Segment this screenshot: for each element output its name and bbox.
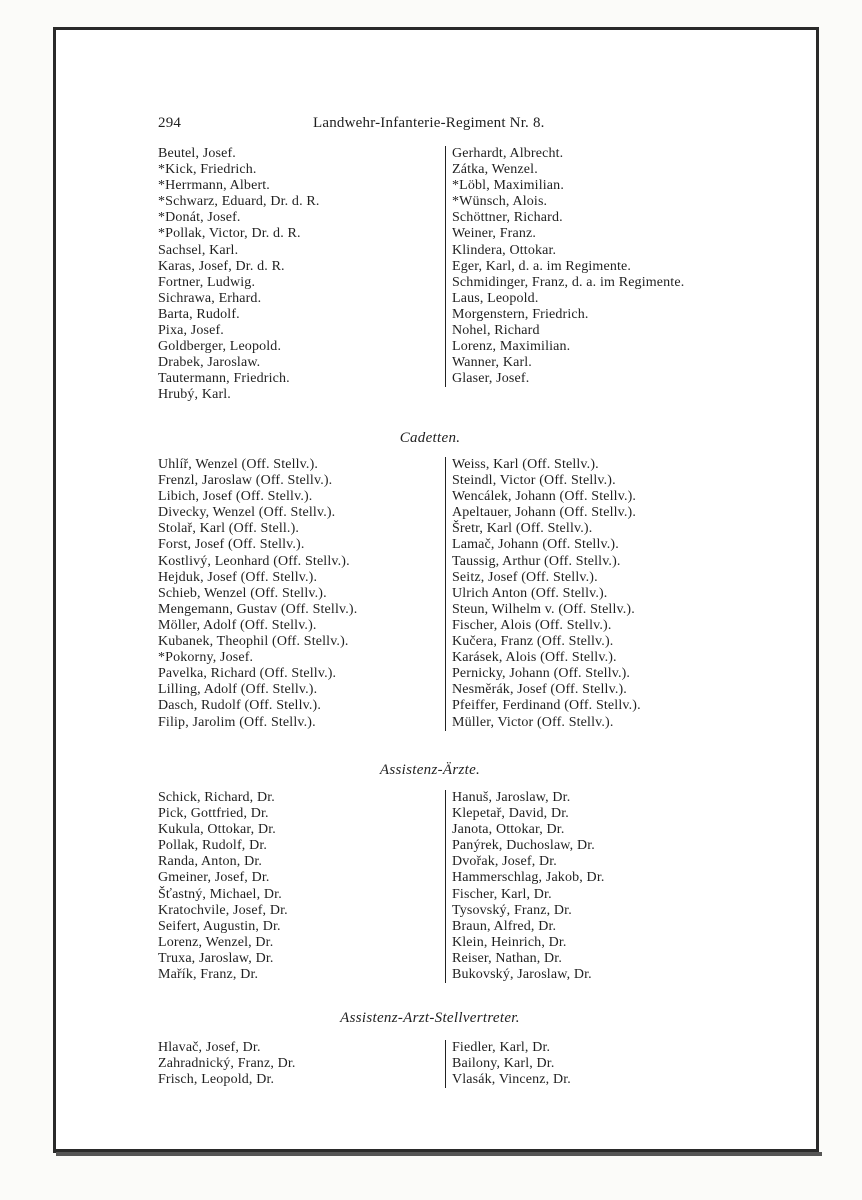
name-entry: Bukovský, Jaroslaw, Dr.: [452, 967, 592, 983]
name-entry: *Pollak, Victor, Dr. d. R.: [158, 226, 301, 242]
page-number: 294: [158, 115, 182, 131]
name-entry: Schöttner, Richard.: [452, 210, 563, 226]
name-entry: Goldberger, Leopold.: [158, 339, 282, 355]
name-entry: Steindl, Victor (Off. Stellv.).: [452, 473, 616, 489]
running-title: Landwehr-Infanterie-Regiment Nr. 8.: [313, 115, 545, 131]
name-entry: Kubanek, Theophil (Off. Stellv.).: [158, 634, 349, 650]
left-column: [158, 790, 438, 983]
name-entry: Drabek, Jaroslaw.: [158, 355, 261, 371]
name-entry: Barta, Rudolf.: [158, 306, 240, 322]
left-column: [158, 1040, 438, 1088]
name-entry: Möller, Adolf (Off. Stellv.).: [158, 617, 317, 633]
name-entry: Divecky, Wenzel (Off. Stellv.).: [158, 505, 336, 521]
name-entry: Beutel, Josef.: [158, 146, 236, 161]
name-entry: Tautermann, Friedrich.: [158, 371, 290, 387]
name-entry: Hrubý, Karl.: [158, 387, 231, 403]
name-entry: Pfeiffer, Ferdinand (Off. Stellv.).: [452, 698, 641, 714]
name-entry: Mengemann, Gustav (Off. Stellv.).: [158, 601, 358, 617]
name-entry: Seitz, Josef (Off. Stellv.).: [452, 569, 598, 585]
name-entry: Steun, Wilhelm v. (Off. Stellv.).: [452, 601, 635, 617]
name-entry: Lamač, Johann (Off. Stellv.).: [452, 537, 619, 553]
name-entry: Stolař, Karl (Off. Stell.).: [158, 521, 300, 537]
name-entry: Dvořak, Josef, Dr.: [452, 854, 557, 870]
name-entry: Taussig, Arthur (Off. Stellv.).: [452, 553, 621, 569]
name-entry: Frenzl, Jaroslaw (Off. Stellv.).: [158, 473, 333, 489]
name-entry: Fischer, Alois (Off. Stellv.).: [452, 617, 612, 633]
name-entry: Morgenstern, Friedrich.: [452, 306, 589, 322]
name-entry: Fiedler, Karl, Dr.: [452, 1040, 551, 1055]
name-entry: Hejduk, Josef (Off. Stellv.).: [158, 569, 318, 585]
name-entry: Laus, Leopold.: [452, 290, 539, 306]
name-entry: Reiser, Nathan, Dr.: [452, 950, 562, 966]
name-entry: Schmidinger, Franz, d. a. im Regimente.: [452, 274, 685, 290]
name-entry: Forst, Josef (Off. Stellv.).: [158, 537, 305, 553]
right-column: [445, 1040, 762, 1088]
name-entry: Seifert, Augustin, Dr.: [158, 918, 281, 934]
name-entry: Zátka, Wenzel.: [452, 162, 538, 178]
name-entry: Fortner, Ludwig.: [158, 274, 256, 290]
name-entry: Pixa, Josef.: [158, 323, 224, 339]
name-entry: *Herrmann, Albert.: [158, 178, 270, 194]
name-entry: Lorenz, Maximilian.: [452, 339, 571, 355]
name-entry: Kratochvile, Josef, Dr.: [158, 902, 288, 918]
name-entry: Wanner, Karl.: [452, 355, 532, 371]
left-column: [158, 146, 438, 404]
name-entry: Nesměrák, Josef (Off. Stellv.).: [452, 682, 627, 698]
name-entry: Tysovský, Franz, Dr.: [452, 902, 572, 918]
name-entry: Hammerschlag, Jakob, Dr.: [452, 870, 605, 886]
name-entry: Nohel, Richard: [452, 323, 540, 339]
name-entry: Kostlivý, Leonhard (Off. Stellv.).: [158, 553, 350, 569]
name-entry: Pick, Gottfried, Dr.: [158, 806, 269, 822]
name-entry: Vlasák, Vincenz, Dr.: [452, 1072, 571, 1088]
section-heading-cadetten: Cadetten.: [399, 430, 461, 446]
right-column: [445, 457, 762, 731]
name-entry: Libich, Josef (Off. Stellv.).: [158, 489, 313, 505]
name-entry: Zahradnický, Franz, Dr.: [158, 1056, 296, 1072]
name-entry: *Löbl, Maximilian.: [452, 178, 564, 194]
name-entry: Pollak, Rudolf, Dr.: [158, 838, 268, 854]
section-heading-assistenz-arzt-stellvertreter: Assistenz-Arzt-Stellvertreter.: [340, 1010, 520, 1026]
name-entry: Karas, Josef, Dr. d. R.: [158, 258, 285, 274]
name-entry: Kukula, Ottokar, Dr.: [158, 822, 276, 838]
name-entry: Truxa, Jaroslaw, Dr.: [158, 950, 274, 966]
name-entry: Filip, Jarolim (Off. Stellv.).: [158, 714, 316, 730]
name-entry: Panýrek, Duchoslaw, Dr.: [452, 838, 595, 854]
name-entry: Frisch, Leopold, Dr.: [158, 1072, 275, 1088]
left-column: [158, 457, 438, 731]
name-entry: Müller, Victor (Off. Stellv.).: [452, 714, 614, 730]
name-entry: Klindera, Ottokar.: [452, 242, 557, 258]
name-entry: Fischer, Karl, Dr.: [452, 886, 552, 902]
name-entry: Eger, Karl, d. a. im Regimente.: [452, 258, 632, 274]
name-entry: Klein, Heinrich, Dr.: [452, 934, 567, 950]
name-entry: Sichrawa, Erhard.: [158, 290, 262, 306]
name-entry: Schieb, Wenzel (Off. Stellv.).: [158, 585, 327, 601]
name-entry: Hlavač, Josef, Dr.: [158, 1040, 261, 1055]
name-entry: *Schwarz, Eduard, Dr. d. R.: [158, 194, 320, 210]
name-entry: Glaser, Josef.: [452, 371, 530, 387]
name-entry: Gerhardt, Albrecht.: [452, 146, 564, 161]
name-entry: Uhlíř, Wenzel (Off. Stellv.).: [158, 457, 319, 472]
name-entry: Randa, Anton, Dr.: [158, 854, 263, 870]
name-entry: *Wünsch, Alois.: [452, 194, 548, 210]
name-entry: Pernicky, Johann (Off. Stellv.).: [452, 666, 631, 682]
name-entry: Weiss, Karl (Off. Stellv.).: [452, 457, 599, 472]
name-entry: Ulrich Anton (Off. Stellv.).: [452, 585, 608, 601]
name-entry: Schick, Richard, Dr.: [158, 790, 275, 805]
name-entry: Klepetař, David, Dr.: [452, 806, 569, 822]
name-entry: Wencálek, Johann (Off. Stellv.).: [452, 489, 637, 505]
section-heading-assistenz-aerzte: Assistenz-Ärzte.: [379, 762, 481, 778]
name-entry: Janota, Ottokar, Dr.: [452, 822, 565, 838]
name-entry: Apeltauer, Johann (Off. Stellv.).: [452, 505, 637, 521]
page-header: [158, 115, 738, 135]
name-entry: Lorenz, Wenzel, Dr.: [158, 934, 274, 950]
name-entry: Dasch, Rudolf (Off. Stellv.).: [158, 698, 321, 714]
name-entry: Braun, Alfred, Dr.: [452, 918, 557, 934]
name-entry: Weiner, Franz.: [452, 226, 536, 242]
name-entry: Pavelka, Richard (Off. Stellv.).: [158, 666, 337, 682]
name-entry: Mařík, Franz, Dr.: [158, 967, 259, 983]
name-entry: Sachsel, Karl.: [158, 242, 239, 258]
name-entry: Šťastný, Michael, Dr.: [158, 886, 282, 902]
name-entry: Lilling, Adolf (Off. Stellv.).: [158, 682, 318, 698]
right-column: [445, 790, 762, 983]
name-entry: *Kick, Friedrich.: [158, 162, 257, 178]
name-entry: Gmeiner, Josef, Dr.: [158, 870, 270, 886]
name-entry: Hanuš, Jaroslaw, Dr.: [452, 790, 571, 805]
right-column: [445, 146, 762, 387]
name-entry: Bailony, Karl, Dr.: [452, 1056, 555, 1072]
name-entry: Karásek, Alois (Off. Stellv.).: [452, 650, 617, 666]
name-entry: *Donát, Josef.: [158, 210, 241, 226]
page-edge-shadow: [56, 1152, 822, 1156]
name-entry: Šretr, Karl (Off. Stellv.).: [452, 521, 593, 537]
name-entry: Kučera, Franz (Off. Stellv.).: [452, 634, 614, 650]
name-entry: *Pokorny, Josef.: [158, 650, 254, 666]
